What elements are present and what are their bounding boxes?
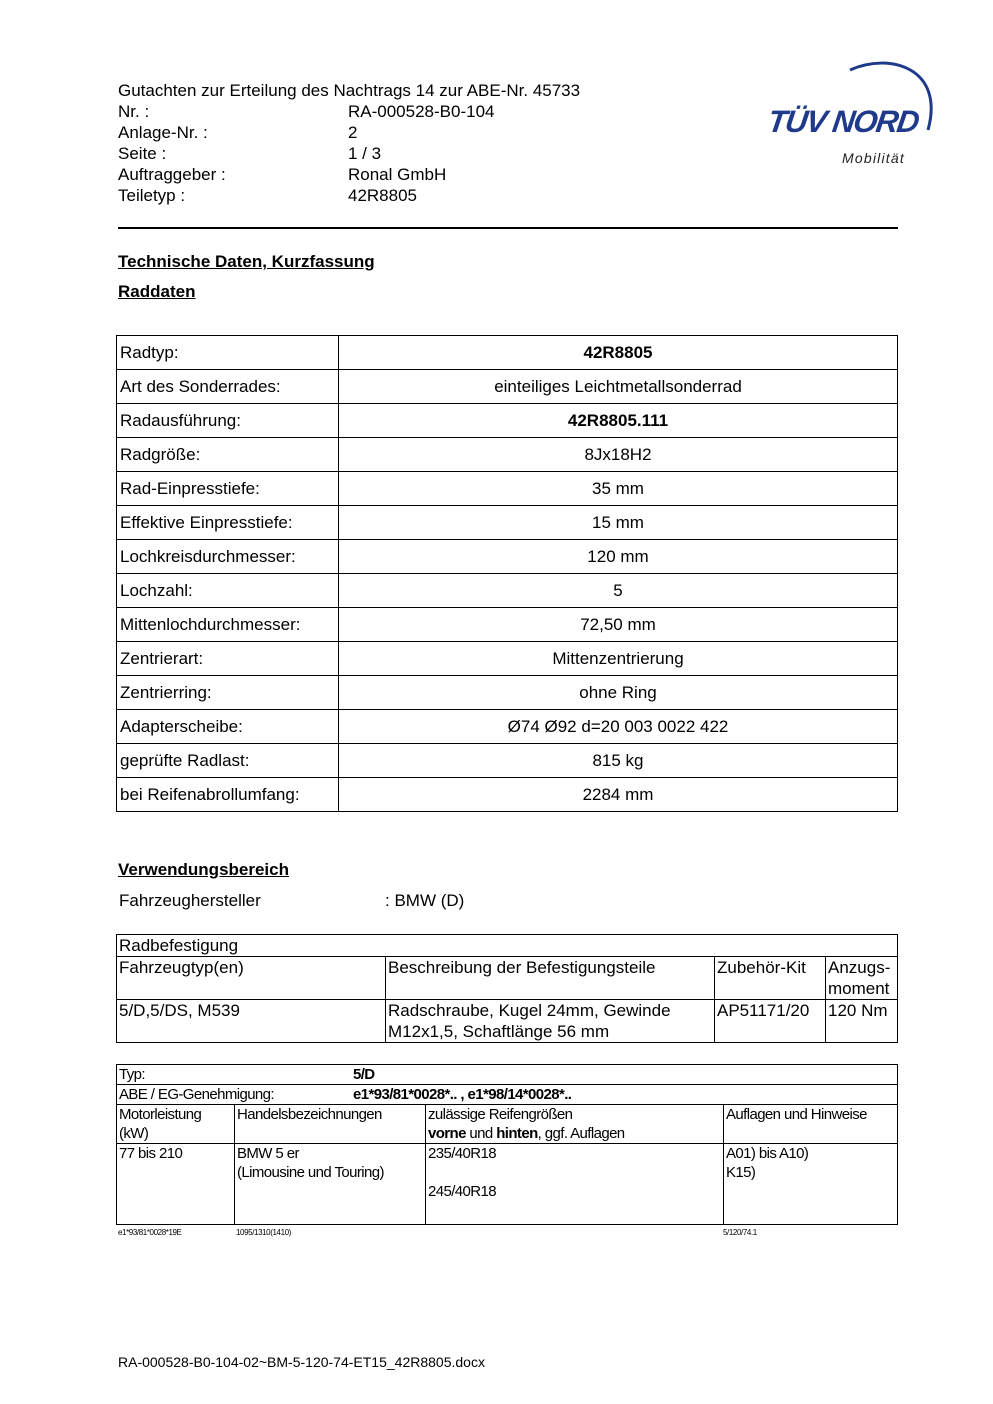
table-row [117,1144,898,1225]
raddaten-label: Radausführung: [117,404,339,438]
field-label-auftraggeber: Auftraggeber : [118,165,226,184]
section-title-verwendung: Verwendungsbereich [118,860,289,879]
raddaten-value: einteiliges Leichtmetallsonderrad [339,370,898,404]
table-row [117,778,898,812]
header-reifengroessen [426,1105,724,1144]
header-anzugs: Anzugs- [828,958,891,977]
table-row [117,506,898,540]
header-divider [118,227,898,229]
header-reifen-vorne: vorne [428,1125,466,1142]
header-moment: moment [828,979,890,998]
row-auflagen [724,1144,898,1225]
table-row [117,744,898,778]
row-fahrzeugtyp: 5/D,5/DS, M539 [117,1000,386,1043]
row-beschreibung [386,1000,715,1043]
raddaten-value: 42R8805.111 [339,404,898,438]
header-motorleistung [117,1105,235,1144]
row-motorleistung: 77 bis 210 [117,1144,235,1225]
raddaten-value: 120 mm [339,540,898,574]
table-row [117,676,898,710]
raddaten-label: Adapterscheibe: [117,710,339,744]
raddaten-value: 72,50 mm [339,608,898,642]
field-value-auftraggeber: Ronal GmbH [348,165,447,184]
row-auflage-2: K15) [726,1164,756,1181]
document-title: Gutachten zur Erteilung des Nachtrags 14 zur ABE-Nr. 45733 [118,81,581,100]
raddaten-value: 815 kg [339,744,898,778]
befestigung-title: Radbefestigung [117,935,898,957]
raddaten-label: Lochkreisdurchmesser: [117,540,339,574]
row-auflage-1: A01) bis A10) [726,1145,809,1162]
raddaten-value: 15 mm [339,506,898,540]
header-reifen-hinten: hinten [496,1125,538,1142]
field-label-seite: Seite : [118,144,167,163]
befestigung-table [116,934,898,1043]
header-auflagen: Auflagen und Hinweise [724,1105,898,1144]
row-beschreibung-line1: Radschraube, Kugel 24mm, Gewinde [388,1001,671,1020]
row-moment: 120 Nm [826,1000,898,1043]
table-row [117,472,898,506]
field-label-anlage: Anlage-Nr. : [118,123,208,142]
typ-row [117,1065,898,1085]
section-title-tech: Technische Daten, Kurzfassung [118,252,375,271]
table-row [117,438,898,472]
row-handel-line2: (Limousine und Touring) [237,1164,384,1181]
field-value-anlage: 2 [348,123,358,142]
row-reifen-1: 235/40R18 [428,1145,496,1162]
hersteller-label: Fahrzeughersteller [119,891,261,910]
raddaten-value: Mittenzentrierung [339,642,898,676]
header-beschreibung: Beschreibung der Befestigungsteile [386,957,715,1000]
raddaten-value: 35 mm [339,472,898,506]
section-title-raddaten: Raddaten [118,282,196,301]
footer-filename: RA-000528-B0-104-02~BM-5-120-74-ET15_42R8805.docx [118,1354,485,1370]
raddaten-value: 2284 mm [339,778,898,812]
table-row [117,608,898,642]
raddaten-value: 8Jx18H2 [339,438,898,472]
raddaten-value: Ø74 Ø92 d=20 003 0022 422 [339,710,898,744]
raddaten-label: Effektive Einpresstiefe: [117,506,339,540]
table-row [117,642,898,676]
header-zubehoer-kit: Zubehör-Kit [715,957,826,1000]
header-reifen-line1: zulässige Reifengrößen [428,1106,573,1123]
row-handelsbezeichnung [235,1144,426,1225]
tuv-logo: TÜV NORD [765,104,921,139]
raddaten-label: Lochzahl: [117,574,339,608]
raddaten-label: Art des Sonderrades: [117,370,339,404]
row-reifen [426,1144,724,1225]
tiny-code-c: 5/120/74.1 [723,1228,757,1237]
raddaten-value: 42R8805 [339,336,898,370]
field-value-teiletyp: 42R8805 [348,186,418,205]
field-value-nr: RA-000528-B0-104 [348,102,495,121]
tiny-code-a: e1*93/81*0028*19E [118,1228,182,1237]
typ-value: 5/D [353,1066,375,1083]
typ-table [116,1064,898,1225]
table-row [117,710,898,744]
row-reifen-2: 245/40R18 [428,1183,496,1200]
table-row [117,370,898,404]
row-beschreibung-line2: M12x1,5, Schaftlänge 56 mm [388,1022,610,1041]
header-motor-line2: (kW) [119,1125,149,1142]
header-reifen-auflagen: , ggf. Auflagen [537,1125,625,1142]
table-row [117,404,898,438]
raddaten-label: Radtyp: [117,336,339,370]
field-label-teiletyp: Teiletyp : [118,186,186,205]
table-row [117,1000,898,1043]
header-reifen-und: und [465,1125,497,1142]
tiny-code-b: 1095/1310(1410) [236,1228,291,1237]
typ-label: Typ: [119,1066,145,1083]
raddaten-value: ohne Ring [339,676,898,710]
abe-row [117,1085,898,1105]
raddaten-label: geprüfte Radlast: [117,744,339,778]
field-value-seite: 1 / 3 [348,144,382,163]
row-kit: AP51171/20 [715,1000,826,1043]
raddaten-label: Zentrierart: [117,642,339,676]
header-anzugsmoment [826,957,898,1000]
field-label-nr: Nr. : [118,102,150,121]
raddaten-table [116,335,898,812]
tuv-logo-subtitle: Mobilität [842,150,905,166]
raddaten-label: Zentrierring: [117,676,339,710]
table-row [117,574,898,608]
raddaten-label: Rad-Einpresstiefe: [117,472,339,506]
table-row [117,540,898,574]
raddaten-label: bei Reifenabrollumfang: [117,778,339,812]
header-handelsbezeichnungen: Handelsbezeichnungen [235,1105,426,1144]
header-motor-line1: Motorleistung [119,1106,202,1123]
header-fahrzeugtyp: Fahrzeugtyp(en) [117,957,386,1000]
table-row [117,336,898,370]
raddaten-label: Mittenlochdurchmesser: [117,608,339,642]
row-handel-line1: BMW 5 er [237,1145,299,1162]
abe-label: ABE / EG-Genehmigung: [119,1086,274,1103]
raddaten-value: 5 [339,574,898,608]
abe-value: e1*93/81*0028*.. , e1*98/14*0028*.. [353,1086,572,1103]
hersteller-value: : BMW (D) [385,891,465,910]
raddaten-label: Radgröße: [117,438,339,472]
